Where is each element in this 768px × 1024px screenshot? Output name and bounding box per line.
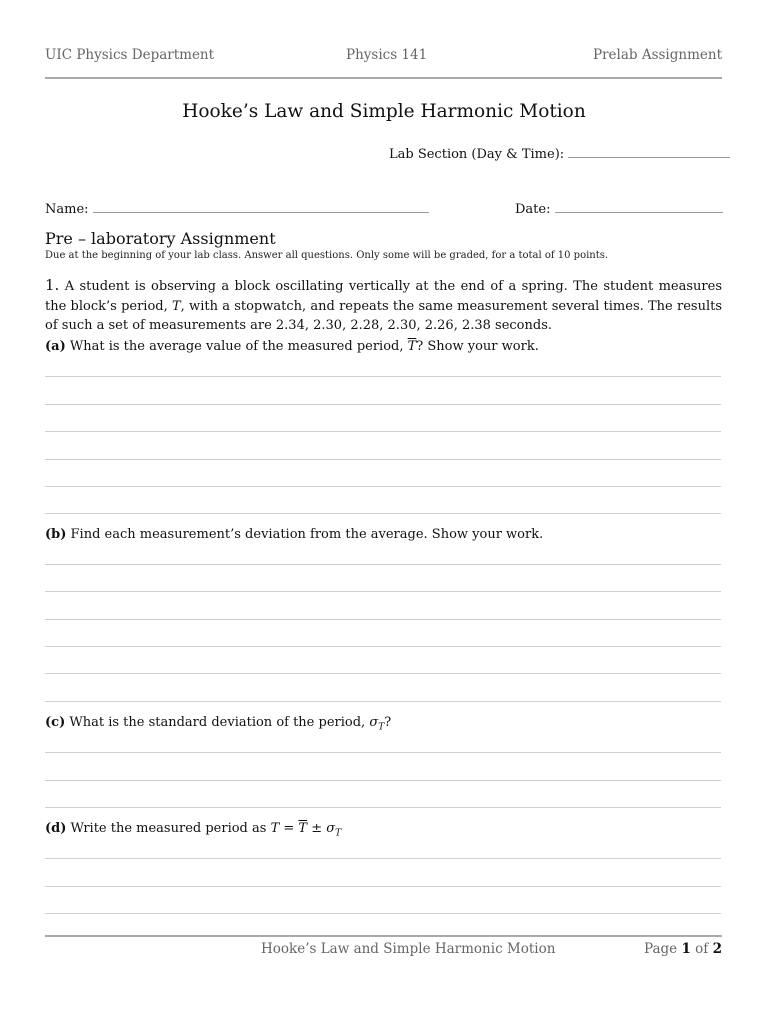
lab-section-label: Lab Section (Day & Time):: [389, 147, 565, 162]
problem-text-a: A student is observing a block oscillating vertically at the end of a spring. The student measures the block’s period,: [45, 279, 722, 314]
question-a: [45, 339, 539, 354]
header-center: Physics 141: [346, 47, 428, 63]
answer-line[interactable]: [45, 459, 721, 460]
date-field: [515, 200, 723, 217]
answer-line[interactable]: [45, 486, 721, 487]
answer-line[interactable]: [45, 376, 721, 377]
answer-line[interactable]: [45, 619, 721, 620]
footer-title: Hooke’s Law and Simple Harmonic Motion: [261, 941, 556, 957]
question-c-label: (c): [45, 715, 66, 730]
answer-line[interactable]: [45, 752, 721, 753]
header-rule: [45, 77, 722, 79]
lab-section-blank[interactable]: [568, 145, 730, 158]
question-c-tail: ?: [384, 715, 392, 730]
page-word: Page: [644, 941, 682, 957]
question-d-text: Write the measured period as: [66, 821, 271, 836]
eq-t: T: [270, 821, 280, 836]
answer-line[interactable]: [45, 591, 721, 592]
header-left: UIC Physics Department: [45, 47, 215, 63]
footer-rule: [45, 935, 722, 937]
sigma-subscript: T: [378, 722, 385, 733]
var-t: T: [172, 298, 181, 314]
name-label: Name:: [45, 202, 89, 217]
date-blank[interactable]: [555, 200, 723, 213]
t-bar-symbol: $\overline{T}$: [407, 339, 417, 354]
answer-line[interactable]: [45, 404, 721, 405]
answer-line[interactable]: [45, 807, 721, 808]
name-field: [45, 200, 429, 217]
question-b: [45, 527, 543, 542]
eq-sigma: σ: [326, 821, 336, 836]
page-title: Hooke’s Law and Simple Harmonic Motion: [182, 101, 586, 122]
eq-plus-minus: ±: [307, 821, 327, 836]
answer-line[interactable]: [45, 646, 721, 647]
page-indicator: [644, 941, 722, 957]
question-b-label: (b): [45, 527, 67, 542]
eq-sigma-subscript: T: [335, 828, 342, 839]
answer-line[interactable]: [45, 431, 721, 432]
answer-line[interactable]: [45, 673, 721, 674]
answer-line[interactable]: [45, 513, 721, 514]
problem-text-b: , with a stopwatch, and repeats the same measurement several times. The results of such a set of measurements are 2.34, 2.30, 2.28, 2.30, 2.26, 2.38 seconds.: [45, 298, 723, 333]
question-c-text: What is the standard deviation of the period,: [65, 715, 370, 730]
answer-line[interactable]: [45, 913, 721, 914]
eq-equals: =: [279, 821, 299, 836]
question-a-text: What is the average value of the measured period,: [65, 339, 408, 354]
answer-line[interactable]: [45, 780, 721, 781]
sigma-symbol: σ: [369, 715, 379, 730]
eq-t-bar: $\overline{T}$: [298, 821, 308, 836]
answer-line[interactable]: [45, 701, 721, 702]
question-d: [45, 821, 341, 839]
problem-number: 1.: [45, 276, 60, 294]
header-right: Prelab Assignment: [593, 47, 722, 63]
answer-line[interactable]: [45, 858, 721, 859]
section-heading: Pre – laboratory Assignment: [45, 229, 276, 248]
question-a-label: (a): [45, 339, 66, 354]
question-a-tail: ? Show your work.: [416, 339, 539, 354]
question-d-label: (d): [45, 821, 67, 836]
lab-section-field: [389, 145, 730, 162]
due-note: Due at the beginning of your lab class. Answer all questions. Only some will be graded, for a total of 10 points.: [45, 250, 609, 261]
answer-line[interactable]: [45, 564, 721, 565]
question-b-text: Find each measurement’s deviation from the average. Show your work.: [66, 527, 544, 542]
problem-statement: [45, 276, 722, 336]
name-blank[interactable]: [93, 200, 429, 213]
page-total: 2: [712, 941, 722, 957]
date-label: Date:: [515, 202, 551, 217]
page-of: of: [690, 941, 713, 957]
answer-line[interactable]: [45, 886, 721, 887]
question-c: [45, 715, 391, 733]
page-number: 1: [681, 941, 691, 957]
